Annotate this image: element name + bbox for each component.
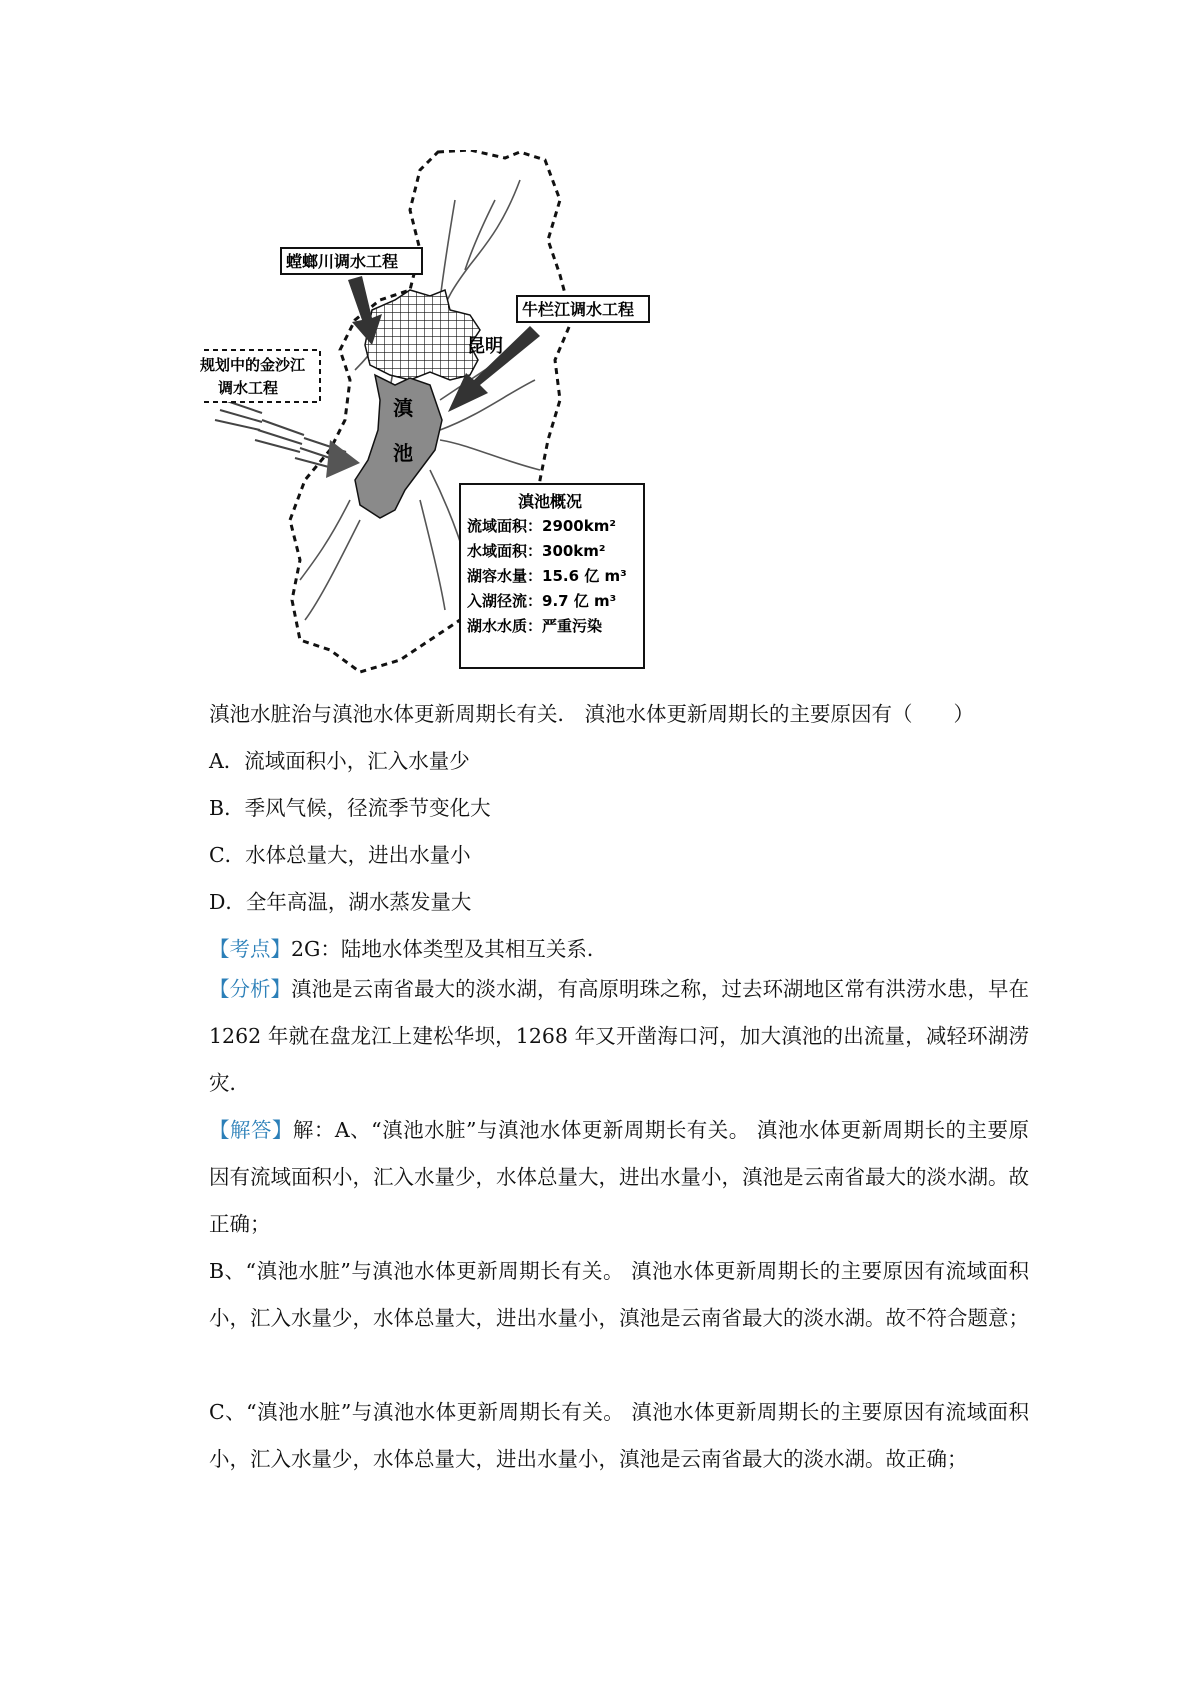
question-text: 滇池水脏治与滇池水体更新周期长有关． 滇池水体更新周期长的主要原因有（ ） bbox=[209, 702, 975, 726]
paragraph-b: B、“滇池水脏”与滇池水体更新周期长有关。 滇池水体更新周期长的主要原因有流域面积小，汇入水量少，水体总量大，进出水量小，滇池是云南省最大的淡水湖。故不符合题意； bbox=[209, 1259, 1029, 1330]
label-xiangfeng: 螳螂川调水工程 bbox=[286, 252, 399, 271]
dianchi-map bbox=[200, 150, 720, 678]
jieda-text: 解：A、“滇池水脏”与滇池水体更新周期长有关。 滇池水体更新周期长的主要原因有流域面积小，汇入水量少，水体总量大，进出水量小，滇池是云南省最大的淡水湖。故正确； bbox=[209, 1118, 1029, 1236]
option-d: D．全年高温，湖水蒸发量大 bbox=[209, 890, 472, 914]
kunming-city-area bbox=[365, 290, 480, 380]
kaodian-text: 2G：陆地水体类型及其相互关系． bbox=[291, 937, 608, 961]
info-row: 入湖径流：9.7 亿 m³ bbox=[467, 592, 617, 610]
kaodian-line bbox=[209, 932, 607, 962]
arrow-jinsha bbox=[215, 400, 346, 470]
info-row: 湖容水量：15.6 亿 m³ bbox=[467, 567, 627, 585]
jieda-paragraph bbox=[209, 1107, 1029, 1248]
info-row: 水域面积：300km² bbox=[467, 542, 606, 560]
fenxi-tag: 【分析】 bbox=[209, 977, 291, 1001]
fenxi-paragraph bbox=[209, 966, 1029, 1107]
option-c: C．水体总量大，进出水量小 bbox=[209, 843, 471, 867]
info-box-title: 滇池概况 bbox=[518, 492, 583, 511]
label-jinsha-1: 规划中的金沙江 bbox=[200, 356, 306, 374]
info-row: 湖水水质：严重污染 bbox=[467, 617, 603, 635]
label-niulan: 牛栏江调水工程 bbox=[522, 300, 635, 319]
label-kunming: 昆明 bbox=[467, 336, 503, 357]
option-b: B．季风气候，径流季节变化大 bbox=[209, 796, 491, 820]
kaodian-tag: 【考点】 bbox=[209, 937, 291, 961]
option-a: A．流域面积小，汇入水量少 bbox=[209, 749, 470, 773]
label-lake-1: 滇 bbox=[393, 396, 413, 420]
label-jinsha-2: 调水工程 bbox=[218, 379, 279, 397]
fenxi-text: 滇池是云南省最大的淡水湖，有高原明珠之称，过去环湖地区常有洪涝水患，早在 1262 年就在盘龙江上建松华坝，1268 年又开凿海口河，加大滇池的出流量，减轻环湖涝灾． bbox=[209, 977, 1029, 1095]
info-row: 流域面积：2900km² bbox=[467, 517, 616, 535]
paragraph-c: C、“滇池水脏”与滇池水体更新周期长有关。 滇池水体更新周期长的主要原因有流域面积小，汇入水量少，水体总量大，进出水量小，滇池是云南省最大的淡水湖。故正确； bbox=[209, 1400, 1029, 1471]
label-lake-2: 池 bbox=[393, 441, 413, 465]
arrow-jinsha-head bbox=[326, 440, 360, 478]
jieda-tag: 【解答】 bbox=[209, 1118, 293, 1142]
